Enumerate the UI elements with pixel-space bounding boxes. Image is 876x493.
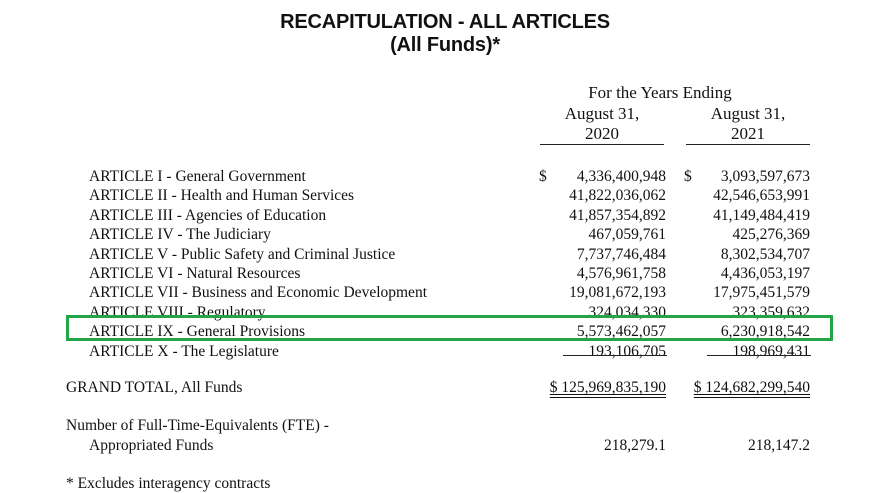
row-value-2021: 425,276,369	[732, 226, 810, 244]
table-row	[0, 225, 876, 244]
fte-2021: 218,147.2	[748, 437, 810, 454]
fte-label-line2: Appropriated Funds	[89, 437, 214, 454]
row-label: ARTICLE VI - Natural Resources	[89, 265, 301, 282]
row-label: ARTICLE I - General Government	[89, 168, 306, 185]
fte-2020: 218,279.1	[604, 437, 666, 454]
row-value-2021: 41,149,484,419	[713, 206, 810, 224]
sum-line-2020	[563, 355, 667, 356]
row-value-2020: 41,822,036,062	[569, 187, 666, 205]
years-ending-header: For the Years Ending	[588, 83, 732, 102]
row-value-2020: 324,034,330	[588, 303, 666, 321]
row-label: ARTICLE II - Health and Human Services	[89, 187, 355, 205]
table-row	[0, 264, 876, 283]
row-value-2020: 4,336,400,948	[576, 168, 666, 185]
row-label: ARTICLE III - Agencies of Education	[89, 206, 327, 224]
row-value-2020: 5,573,462,057	[576, 323, 666, 341]
row-label: ARTICLE IV - The Judiciary	[89, 226, 271, 244]
col-2021-header-line2: 2021	[686, 124, 810, 145]
grand-total-label: GRAND TOTAL, All Funds	[66, 379, 243, 396]
currency-symbol-2020: $	[539, 168, 547, 185]
row-label: ARTICLE V - Public Safety and Criminal Justice	[89, 245, 396, 263]
page-title: RECAPITULATION - ALL ARTICLES	[280, 11, 610, 33]
page-subtitle: (All Funds)*	[390, 34, 500, 56]
row-value-2021: 8,302,534,707	[720, 245, 810, 263]
table-row	[0, 186, 876, 205]
row-label: ARTICLE IX - General Provisions	[89, 323, 306, 341]
row-label: ARTICLE X - The Legislature	[89, 342, 279, 360]
fte-label-line1: Number of Full-Time-Equivalents (FTE) -	[66, 417, 329, 434]
row-value-2020: 4,576,961,758	[576, 265, 666, 282]
col-2020-header-line2: 2020	[540, 124, 664, 145]
row-label: ARTICLE VIII - Regulatory	[89, 303, 266, 321]
row-value-2021: 4,436,053,197	[720, 265, 810, 282]
row-value-2020: 467,059,761	[588, 226, 666, 244]
table-row	[0, 245, 876, 264]
row-value-2021: 323,359,632	[732, 303, 810, 321]
table-row	[0, 206, 876, 225]
row-value-2021: 6,230,918,542	[720, 323, 810, 341]
table-row	[0, 167, 876, 186]
row-value-2020: 7,737,746,484	[576, 245, 666, 263]
table-row	[0, 283, 876, 302]
footnote: * Excludes interagency contracts	[66, 475, 271, 492]
grand-total-2020: $ 125,969,835,190	[549, 379, 666, 396]
col-2021-header-line1: August 31,	[710, 104, 786, 123]
grand-total-2021: $ 124,682,299,540	[693, 379, 810, 396]
row-label: ARTICLE VII - Business and Economic Development	[89, 284, 427, 302]
row-value-2020: 41,857,354,892	[569, 206, 666, 224]
row-value-2021: 198,969,431	[732, 342, 810, 360]
col-2020-header-line1: August 31,	[564, 104, 640, 123]
row-value-2020: 193,106,705	[588, 342, 666, 360]
row-value-2021: 3,093,597,673	[720, 168, 810, 185]
table-row	[0, 342, 876, 361]
sum-line-2021	[707, 355, 811, 356]
row-value-2021: 17,975,451,579	[713, 284, 810, 302]
currency-symbol-2021: $	[684, 168, 692, 185]
row-value-2021: 42,546,653,991	[713, 187, 810, 205]
row-value-2020: 19,081,672,193	[569, 284, 666, 302]
row-highlight-box	[66, 315, 833, 341]
